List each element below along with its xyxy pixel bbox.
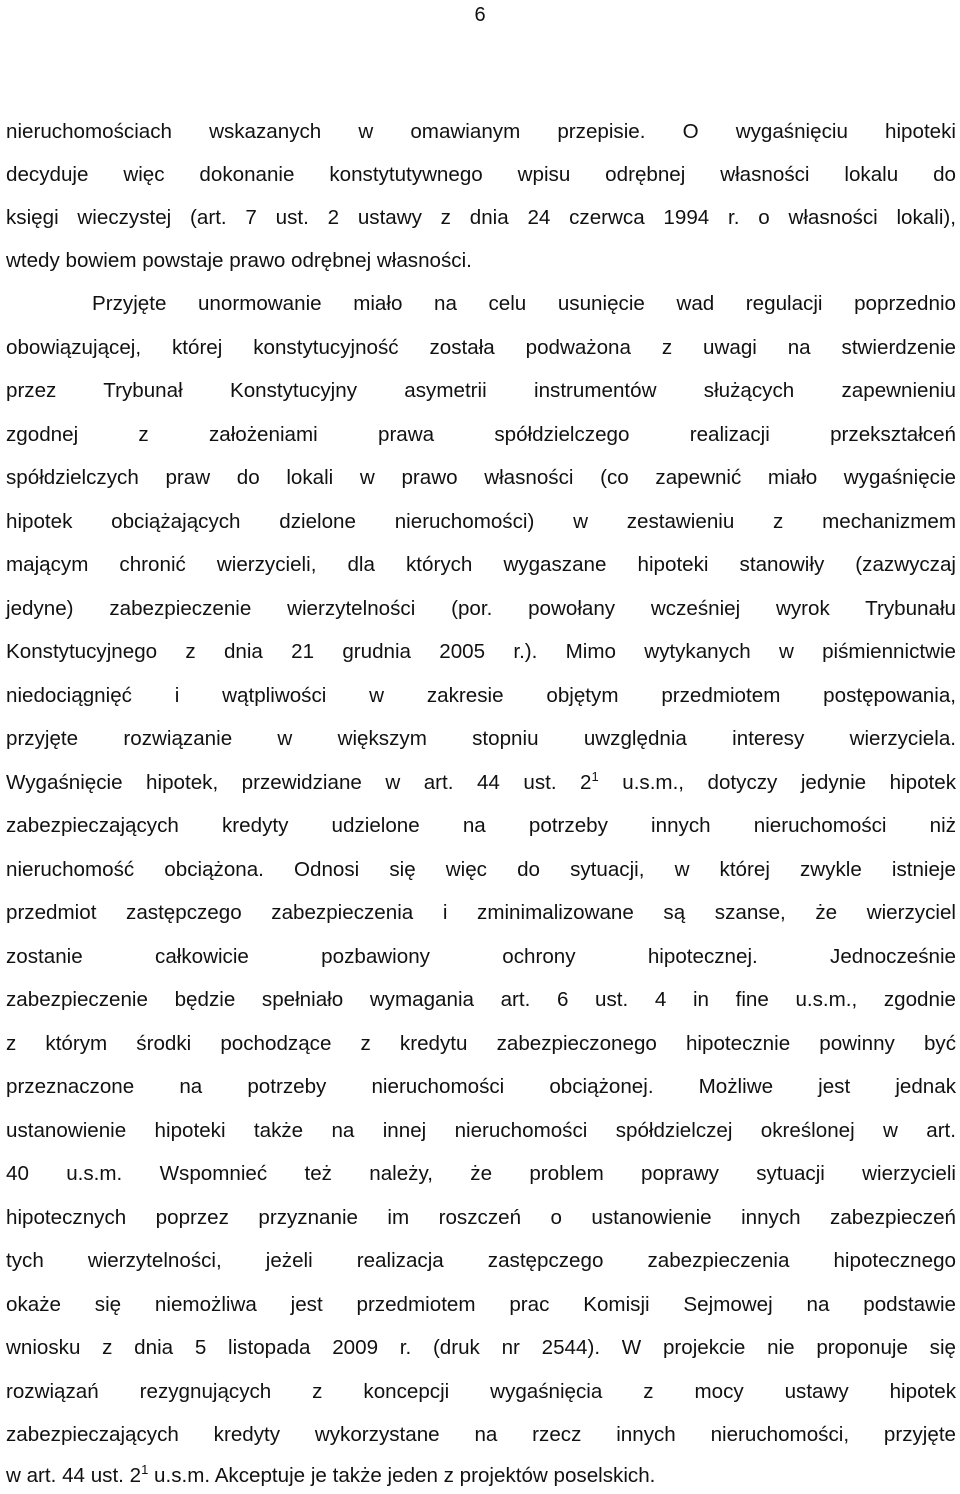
page-number: 6: [474, 4, 486, 26]
text-line: Konstytucyjnego z dnia 21 grudnia 2005 r.). Mimo wytykanych w piśmiennictwie: [6, 640, 956, 663]
text-line: okaże się niemożliwa jest przedmiotem prac Komisji Sejmowej na podstawie: [6, 1293, 956, 1316]
text-line: wniosku z dnia 5 listopada 2009 r. (druk nr 2544). W projekcie nie proponuje się: [6, 1336, 956, 1359]
text-line: zabezpieczających kredyty udzielone na potrzeby innych nieruchomości niż: [6, 814, 956, 837]
text-line-with-superscript: [6, 1462, 956, 1490]
text-line-with-superscript: [6, 769, 956, 797]
text-line: niedociągnięć i wątpliwości w zakresie objętym przedmiotem postępowania,: [6, 684, 956, 707]
text-line: nieruchomość obciążona. Odnosi się więc do sytuacji, w której zwykle istnieje: [6, 858, 956, 881]
text-line: 40 u.s.m. Wspomnieć też należy, że problem poprawy sytuacji wierzycieli: [6, 1162, 956, 1185]
text-line: przeznaczone na potrzeby nieruchomości obciążonej. Możliwe jest jednak: [6, 1075, 956, 1098]
text-line: księgi wieczystej (art. 7 ust. 2 ustawy z dnia 24 czerwca 1994 r. o własności lokali),: [6, 206, 956, 229]
text-line: zostanie całkowicie pozbawiony ochrony hipotecznej. Jednocześnie: [6, 945, 956, 968]
text-segment: u.s.m. Akceptuje je także jeden z projektów poselskich.: [148, 1464, 656, 1487]
text-line: zgodnej z założeniami prawa spółdzielczego realizacji przekształceń: [6, 423, 956, 446]
text-line: przez Trybunał Konstytucyjny asymetrii instrumentów służących zapewnieniu: [6, 379, 956, 402]
text-line: Przyjęte unormowanie miało na celu usunięcie wad regulacji poprzednio: [92, 292, 956, 315]
superscript: 1: [141, 1462, 149, 1477]
text-line: obowiązującej, której konstytucyjność została podważona z uwagi na stwierdzenie: [6, 336, 956, 359]
text-segment: Wygaśnięcie hipotek, przewidziane w art. 44 ust. 2: [6, 771, 592, 794]
text-segment: u.s.m., dotyczy jedynie hipotek: [598, 771, 956, 794]
text-line: wtedy bowiem powstaje prawo odrębnej własności.: [6, 249, 472, 272]
text-line: decyduje więc dokonanie konstytutywnego wpisu odrębnej własności lokalu do: [6, 163, 956, 186]
text-line: zabezpieczających kredyty wykorzystane na rzecz innych nieruchomości, przyjęte: [6, 1423, 956, 1446]
text-line: zabezpieczenie będzie spełniało wymagania art. 6 ust. 4 in fine u.s.m., zgodnie: [6, 988, 956, 1011]
superscript: 1: [591, 769, 599, 784]
text-segment: w art. 44 ust. 2: [6, 1464, 142, 1487]
text-line: z którym środki pochodzące z kredytu zabezpieczonego hipotecznie powinny być: [6, 1032, 956, 1055]
text-line: rozwiązań rezygnujących z koncepcji wygaśnięcia z mocy ustawy hipotek: [6, 1380, 956, 1403]
text-line: przedmiot zastępczego zabezpieczenia i zminimalizowane są szanse, że wierzyciel: [6, 901, 956, 924]
text-line: hipotecznych poprzez przyznanie im roszczeń o ustanowienie innych zabezpieczeń: [6, 1206, 956, 1229]
text-line: jedyne) zabezpieczenie wierzytelności (por. powołany wcześniej wyrok Trybunału: [6, 597, 956, 620]
text-line: przyjęte rozwiązanie w większym stopniu uwzględnia interesy wierzyciela.: [6, 727, 956, 750]
text-line: ustanowienie hipoteki także na innej nieruchomości spółdzielczej określonej w art.: [6, 1119, 956, 1142]
text-line: spółdzielczych praw do lokali w prawo własności (co zapewnić miało wygaśnięcie: [6, 466, 956, 489]
text-line: mającym chronić wierzycieli, dla których wygaszane hipoteki stanowiły (zazwyczaj: [6, 553, 956, 576]
text-line: nieruchomościach wskazanych w omawianym przepisie. O wygaśnięciu hipoteki: [6, 120, 956, 143]
text-line: hipotek obciążających dzielone nieruchomości) w zestawieniu z mechanizmem: [6, 510, 956, 533]
text-line: tych wierzytelności, jeżeli realizacja zastępczego zabezpieczenia hipotecznego: [6, 1249, 956, 1272]
